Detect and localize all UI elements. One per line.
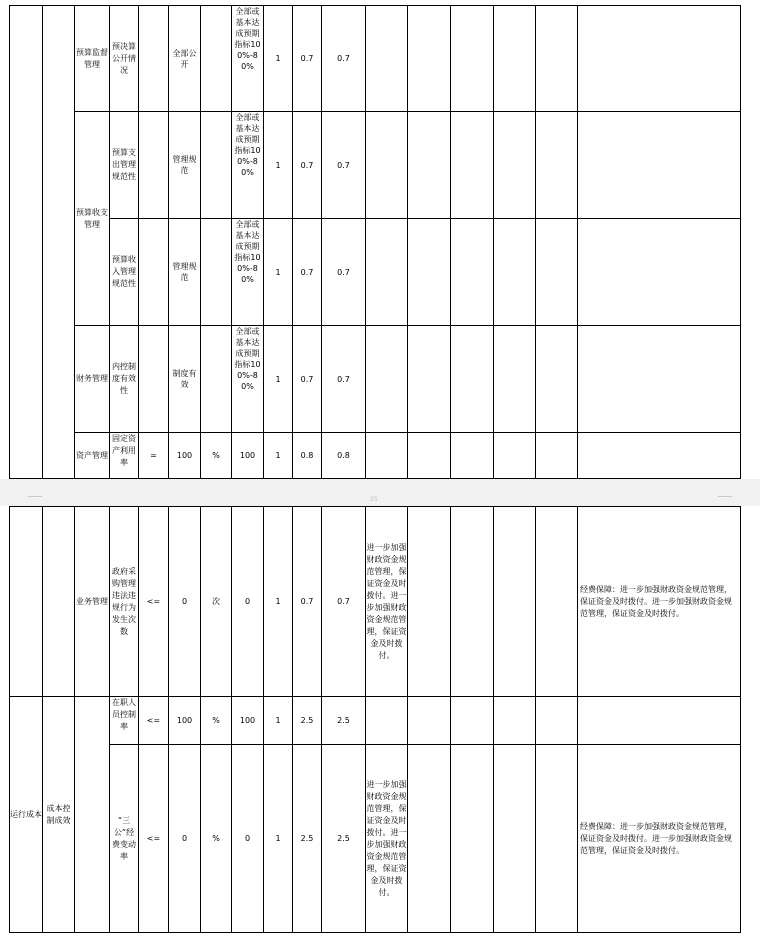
empty-cell xyxy=(494,433,536,479)
score-cell: 0.8 xyxy=(322,433,366,479)
empty-cell xyxy=(494,326,536,433)
actual-value-text: 全部或基本达成预期指标100%-80% xyxy=(234,327,261,391)
table-row xyxy=(10,219,741,326)
weight-cell: 1 xyxy=(264,6,293,112)
category-level1-cell: 运行成本 xyxy=(10,697,43,933)
empty-cell xyxy=(408,112,451,219)
unit-cell xyxy=(201,326,232,433)
score-cell: 0.7 xyxy=(293,507,322,697)
unit-cell: 次 xyxy=(201,507,232,697)
score-cell: 0.7 xyxy=(293,326,322,433)
empty-cell xyxy=(536,507,578,697)
actual-value-cell xyxy=(232,112,264,219)
score-cell: 0.7 xyxy=(293,112,322,219)
operator-cell xyxy=(139,219,169,326)
empty-cell xyxy=(536,6,578,112)
table-row xyxy=(10,433,741,479)
category-level2-cell: 预算监督管理 xyxy=(75,6,110,112)
actual-value-text: 全部或基本达成预期指标100%-80% xyxy=(234,113,261,177)
actual-value-cell: 0 xyxy=(232,745,264,933)
remark-cell xyxy=(578,219,741,326)
empty-cell xyxy=(366,326,408,433)
deviation-reason-cell: 进一步加强财政资金规范管理，保证资金及时拨付。进一步加强财政资金规范管理，保证资金及时拨付。 xyxy=(366,745,408,933)
empty-cell xyxy=(536,112,578,219)
empty-cell xyxy=(451,433,494,479)
operator-cell xyxy=(139,112,169,219)
indicator-name-text: 在职人员控制率 xyxy=(112,698,136,731)
empty-cell xyxy=(451,6,494,112)
operator-cell: <= xyxy=(139,697,169,745)
weight-cell: 1 xyxy=(264,507,293,697)
empty-cell xyxy=(366,112,408,219)
indicator-name-cell: 内控制度有效性 xyxy=(110,326,139,433)
operator-cell: <= xyxy=(139,745,169,933)
remark-cell xyxy=(578,326,741,433)
actual-value-cell: 0 xyxy=(232,507,264,697)
page-number: 25 xyxy=(370,496,378,503)
remark-cell xyxy=(578,112,741,219)
category-level1b-cell xyxy=(43,6,75,479)
indicator-name-cell xyxy=(110,697,139,745)
actual-value-cell xyxy=(232,326,264,433)
deviation-reason-cell xyxy=(366,697,408,745)
unit-cell: % xyxy=(201,697,232,745)
actual-value-cell xyxy=(232,6,264,112)
indicator-name-cell: 预算收入管理规范性 xyxy=(110,219,139,326)
score-cell: 0.7 xyxy=(322,112,366,219)
target-value-cell: 0 xyxy=(169,507,201,697)
empty-cell xyxy=(408,219,451,326)
target-value-cell: 管理规范 xyxy=(169,219,201,326)
empty-cell xyxy=(494,219,536,326)
score-cell: 2.5 xyxy=(293,745,322,933)
empty-cell xyxy=(408,697,451,745)
remark-cell xyxy=(578,6,741,112)
table-row xyxy=(10,112,741,219)
actual-value-text: 全部或基本达成预期指标100%-80% xyxy=(234,220,261,284)
unit-cell: % xyxy=(201,433,232,479)
weight-cell: 1 xyxy=(264,745,293,933)
score-cell: 0.7 xyxy=(293,6,322,112)
deviation-reason-cell: 进一步加强财政资金规范管理，保证资金及时拨付。进一步加强财政资金规范管理，保证资金及时拨付。 xyxy=(366,507,408,697)
empty-cell xyxy=(536,745,578,933)
weight-cell: 1 xyxy=(264,433,293,479)
target-value-cell: 0 xyxy=(169,745,201,933)
empty-cell xyxy=(408,6,451,112)
table-row xyxy=(10,697,741,745)
category-level2-cell: 成本控制成效 xyxy=(43,697,75,933)
weight-cell: 1 xyxy=(264,112,293,219)
score-cell: 0.7 xyxy=(322,6,366,112)
indicator-name-cell: 预算支出管理规范性 xyxy=(110,112,139,219)
unit-cell xyxy=(201,112,232,219)
weight-cell: 1 xyxy=(264,219,293,326)
empty-cell xyxy=(408,326,451,433)
remark-cell xyxy=(578,697,741,745)
actual-value-cell: 100 xyxy=(232,433,264,479)
unit-cell xyxy=(201,219,232,326)
table-row xyxy=(10,507,741,697)
target-value-cell: 全部公开 xyxy=(169,6,201,112)
score-cell: 2.5 xyxy=(322,745,366,933)
empty-cell xyxy=(536,433,578,479)
empty-cell xyxy=(494,697,536,745)
indicator-name-cell: 预决算公开情况 xyxy=(110,6,139,112)
empty-cell xyxy=(536,219,578,326)
score-cell: 2.5 xyxy=(322,697,366,745)
table-row xyxy=(10,6,741,112)
category-level2-cell: 业务管理 xyxy=(75,507,110,697)
indicator-name-text: 固定资产利用率 xyxy=(112,434,136,467)
remark-cell: 经费保障：进一步加强财政资金规范管理，保证资金及时拨付。进一步加强财政资金规范管理，保证资金及时拨付。 xyxy=(578,745,741,933)
score-cell: 0.7 xyxy=(322,507,366,697)
empty-cell xyxy=(366,433,408,479)
remark-cell xyxy=(578,433,741,479)
category-level1-cell xyxy=(10,6,43,479)
performance-table-page-2 xyxy=(9,506,741,933)
empty-cell xyxy=(366,219,408,326)
empty-cell xyxy=(494,507,536,697)
empty-cell xyxy=(408,507,451,697)
empty-cell xyxy=(451,507,494,697)
weight-cell: 1 xyxy=(264,326,293,433)
score-cell: 0.7 xyxy=(322,219,366,326)
indicator-name-cell: 政府采购管理违法违规行为发生次数 xyxy=(110,507,139,697)
empty-cell xyxy=(408,433,451,479)
category-level2-cell: 预算收支管理 xyxy=(75,112,110,326)
empty-cell xyxy=(75,697,110,933)
empty-cell xyxy=(366,6,408,112)
category-level2-cell: 资产管理 xyxy=(75,433,110,479)
empty-cell xyxy=(451,697,494,745)
target-value-cell: 100 xyxy=(169,433,201,479)
target-value-cell: 制度有效 xyxy=(169,326,201,433)
target-value-cell: 100 xyxy=(169,697,201,745)
table-row xyxy=(10,745,741,933)
empty-cell xyxy=(408,745,451,933)
empty-cell xyxy=(536,326,578,433)
empty-cell xyxy=(536,697,578,745)
page-break-gap xyxy=(0,479,760,506)
category-level1b-cell xyxy=(43,507,75,697)
unit-cell: % xyxy=(201,745,232,933)
operator-cell xyxy=(139,6,169,112)
performance-table-page-1 xyxy=(9,5,741,479)
operator-cell: = xyxy=(139,433,169,479)
indicator-name-cell: “三公”经费变动率 xyxy=(110,745,139,933)
empty-cell xyxy=(494,745,536,933)
empty-cell xyxy=(451,112,494,219)
empty-cell xyxy=(451,326,494,433)
empty-cell xyxy=(451,219,494,326)
actual-value-text: 全部或基本达成预期指标100%-80% xyxy=(234,7,261,71)
empty-cell xyxy=(494,6,536,112)
empty-cell xyxy=(494,112,536,219)
weight-cell: 1 xyxy=(264,697,293,745)
operator-cell: <= xyxy=(139,507,169,697)
table-row xyxy=(10,326,741,433)
unit-cell xyxy=(201,6,232,112)
score-cell: 0.7 xyxy=(293,219,322,326)
category-level2-cell: 财务管理 xyxy=(75,326,110,433)
score-cell: 0.7 xyxy=(322,326,366,433)
actual-value-cell: 100 xyxy=(232,697,264,745)
category-level1-cell xyxy=(10,507,43,697)
score-cell: 2.5 xyxy=(293,697,322,745)
target-value-cell: 管理规范 xyxy=(169,112,201,219)
indicator-name-cell xyxy=(110,433,139,479)
actual-value-cell xyxy=(232,219,264,326)
score-cell: 0.8 xyxy=(293,433,322,479)
empty-cell xyxy=(451,745,494,933)
operator-cell xyxy=(139,326,169,433)
remark-cell: 经费保障：进一步加强财政资金规范管理，保证资金及时拨付。进一步加强财政资金规范管理，保证资金及时拨付。 xyxy=(578,507,741,697)
